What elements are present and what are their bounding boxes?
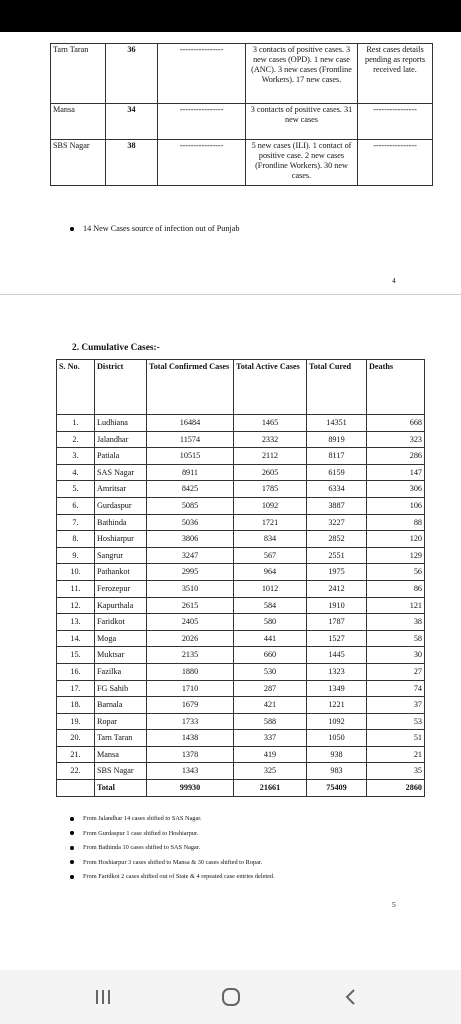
deaths-cell: 51 [367,730,425,747]
cured-cell: 8919 [307,431,367,448]
total-active-cell: 21661 [234,780,307,797]
confirmed-cell: 10515 [147,448,234,465]
cured-cell: 938 [307,746,367,763]
district-cell: Hoshiarpur [95,531,147,548]
bullet-icon [70,860,74,864]
remarks-cell: Rest cases details pending as reports received late. [358,44,433,104]
sno-cell: 5. [57,481,95,498]
deaths-cell: 21 [367,746,425,763]
total-sno-cell [57,780,95,797]
list-item [70,812,275,827]
total-deaths-cell: 2860 [367,780,425,797]
cured-cell: 2412 [307,580,367,597]
active-cell: 1092 [234,497,307,514]
deaths-cell: 668 [367,415,425,432]
notes-list [70,812,275,885]
dash-cell: ---------------- [158,140,246,186]
bullet-icon [70,831,74,835]
district-cell: SAS Nagar [95,464,147,481]
active-cell: 337 [234,730,307,747]
district-cell: Sangrur [95,547,147,564]
sno-cell: 11. [57,580,95,597]
cured-cell: 1323 [307,663,367,680]
table-row [57,580,425,597]
back-button[interactable] [338,986,364,1008]
sno-cell: 2. [57,431,95,448]
district-cell: Moga [95,630,147,647]
sno-cell: 14. [57,630,95,647]
district-cell: Fazilka [95,663,147,680]
table-row [57,763,425,780]
district-cell: Tarn Taran [51,44,106,104]
table-row [57,415,425,432]
table-row [51,140,433,186]
cured-cell: 3227 [307,514,367,531]
confirmed-cell: 8911 [147,464,234,481]
table-header-row [57,360,425,415]
total-confirmed-cell: 99930 [147,780,234,797]
sno-cell: 6. [57,497,95,514]
sno-cell: 10. [57,564,95,581]
sno-cell: 21. [57,746,95,763]
active-cell: 588 [234,713,307,730]
confirmed-cell: 1438 [147,730,234,747]
district-cell: SBS Nagar [95,763,147,780]
cured-cell: 1221 [307,697,367,714]
active-cell: 834 [234,531,307,548]
sno-cell: 22. [57,763,95,780]
confirmed-cell: 1343 [147,763,234,780]
active-cell: 2112 [234,448,307,465]
cured-cell: 1445 [307,647,367,664]
active-cell: 1012 [234,580,307,597]
district-cell: Mansa [51,104,106,140]
cured-cell: 1349 [307,680,367,697]
confirmed-cell: 2026 [147,630,234,647]
confirmed-cell: 3247 [147,547,234,564]
active-cell: 2605 [234,464,307,481]
bullet-note-text: 14 New Cases source of infection out of Punjab [83,224,240,233]
active-cell: 567 [234,547,307,564]
deaths-cell: 86 [367,580,425,597]
table-row [57,697,425,714]
active-cell: 2332 [234,431,307,448]
sno-cell: 4. [57,464,95,481]
active-cell: 584 [234,597,307,614]
table-row [57,597,425,614]
district-cell: Mansa [95,746,147,763]
deaths-cell: 38 [367,614,425,631]
recent-apps-icon [93,987,113,1007]
dash-cell: ---------------- [158,44,246,104]
district-cell: SBS Nagar [51,140,106,186]
deaths-cell: 27 [367,663,425,680]
district-cell: Muktsar [95,647,147,664]
deaths-cell: 37 [367,697,425,714]
confirmed-cell: 2995 [147,564,234,581]
page-number: 4 [392,276,396,285]
active-cell: 1785 [234,481,307,498]
dash-cell: ---------------- [158,104,246,140]
table-row [57,448,425,465]
cured-cell: 1092 [307,713,367,730]
bullet-icon [70,817,74,821]
confirmed-cell: 16484 [147,415,234,432]
table-row [57,481,425,498]
list-item [70,827,275,842]
table-row [57,547,425,564]
cured-cell: 6159 [307,464,367,481]
bullet-icon [70,227,74,231]
table-row [57,746,425,763]
district-cell: Tarn Taran [95,730,147,747]
district-cell: Bathinda [95,514,147,531]
sno-cell: 8. [57,531,95,548]
note-text: From Faridkot 2 cases shifted out of State & 4 repeated case entries deleted. [83,873,275,880]
cured-cell: 1787 [307,614,367,631]
sno-cell: 9. [57,547,95,564]
table-row [57,630,425,647]
deaths-cell: 323 [367,431,425,448]
sno-cell: 7. [57,514,95,531]
table-body [57,415,425,797]
document-page-4 [0,32,461,294]
cured-cell: 3887 [307,497,367,514]
confirmed-cell: 2615 [147,597,234,614]
list-item [70,841,275,856]
cured-cell: 1050 [307,730,367,747]
table-row [57,431,425,448]
table-row [57,497,425,514]
sno-cell: 19. [57,713,95,730]
note-text: From Gurdaspur 1 case shifted to Hoshiarpur. [83,829,199,837]
sources-table [50,43,433,186]
sno-cell: 15. [57,647,95,664]
deaths-cell: 147 [367,464,425,481]
deaths-cell: 56 [367,564,425,581]
deaths-cell: 121 [367,597,425,614]
confirmed-cell: 5036 [147,514,234,531]
header-sno: S. No. [57,360,95,415]
cured-cell: 14351 [307,415,367,432]
active-cell: 580 [234,614,307,631]
table-row [57,663,425,680]
district-cell: Faridkot [95,614,147,631]
cured-cell: 1527 [307,630,367,647]
deaths-cell: 30 [367,647,425,664]
section-title: 2. Cumulative Cases:- [72,343,160,353]
table-row [57,614,425,631]
confirmed-cell: 1679 [147,697,234,714]
district-cell: Kapurthala [95,597,147,614]
confirmed-cell: 11574 [147,431,234,448]
deaths-cell: 35 [367,763,425,780]
page-divider [0,294,461,295]
bullet-icon [70,846,74,850]
table-row [51,104,433,140]
district-cell: Gurdaspur [95,497,147,514]
deaths-cell: 129 [367,547,425,564]
confirmed-cell: 1378 [147,746,234,763]
active-cell: 441 [234,630,307,647]
total-district-cell: Total [95,780,147,797]
deaths-cell: 88 [367,514,425,531]
navigation-bar [0,970,461,1024]
remarks-cell: ---------------- [358,140,433,186]
cured-cell: 1975 [307,564,367,581]
confirmed-cell: 2405 [147,614,234,631]
deaths-cell: 106 [367,497,425,514]
sno-cell: 20. [57,730,95,747]
active-cell: 421 [234,697,307,714]
header-deaths: Deaths [367,360,425,415]
active-cell: 325 [234,763,307,780]
cured-cell: 2551 [307,547,367,564]
active-cell: 660 [234,647,307,664]
note-text: From Hoshiarpur 3 cases shifted to Mansa & 30 cases shifted to Ropar. [83,858,263,866]
district-cell: Ludhiana [95,415,147,432]
recent-apps-button[interactable] [90,986,116,1008]
cured-cell: 8117 [307,448,367,465]
sno-cell: 17. [57,680,95,697]
home-icon [220,986,242,1008]
bullet-note [70,224,239,233]
list-item [70,856,275,871]
deaths-cell: 58 [367,630,425,647]
home-button[interactable] [218,986,244,1008]
active-cell: 1721 [234,514,307,531]
source-cell: 3 contacts of positive cases. 31 new cases [246,104,358,140]
sno-cell: 16. [57,663,95,680]
active-cell: 1465 [234,415,307,432]
confirmed-cell: 5085 [147,497,234,514]
table-row [57,647,425,664]
sno-cell: 18. [57,697,95,714]
count-cell: 38 [106,140,158,186]
confirmed-cell: 2135 [147,647,234,664]
district-cell: Ropar [95,713,147,730]
page-number: 5 [392,900,396,909]
active-cell: 964 [234,564,307,581]
source-cell: 3 contacts of positive cases. 3 new cases (OPD). 1 new case (ANC). 3 new cases (Frontline Workers). 17 new cases. [246,44,358,104]
cured-cell: 983 [307,763,367,780]
deaths-cell: 74 [367,680,425,697]
deaths-cell: 120 [367,531,425,548]
district-cell: Ferozepur [95,580,147,597]
cured-cell: 6334 [307,481,367,498]
source-cell: 5 new cases (ILI). 1 contact of positive case. 2 new cases (Frontline Workers). 30 new cases. [246,140,358,186]
note-text: From Bathinda 10 cases shifted to SAS Nagar. [83,844,201,851]
header-confirmed: Total Confirmed Cases [147,360,234,415]
district-cell: FG Sahib [95,680,147,697]
deaths-cell: 53 [367,713,425,730]
district-cell: Barnala [95,697,147,714]
status-bar [0,0,461,32]
list-item [70,870,275,885]
sno-cell: 13. [57,614,95,631]
count-cell: 36 [106,44,158,104]
deaths-cell: 286 [367,448,425,465]
bullet-icon [70,875,74,879]
active-cell: 419 [234,746,307,763]
active-cell: 530 [234,663,307,680]
table-row [57,464,425,481]
cumulative-cases-table [56,359,425,797]
table-row [57,680,425,697]
deaths-cell: 306 [367,481,425,498]
active-cell: 287 [234,680,307,697]
header-cured: Total Cured [307,360,367,415]
table-row [57,730,425,747]
cured-cell: 1910 [307,597,367,614]
table-total-row [57,780,425,797]
table-row [57,713,425,730]
confirmed-cell: 1733 [147,713,234,730]
cured-cell: 2852 [307,531,367,548]
table-row [57,514,425,531]
confirmed-cell: 3806 [147,531,234,548]
confirmed-cell: 3510 [147,580,234,597]
confirmed-cell: 1880 [147,663,234,680]
table-row [57,564,425,581]
district-cell: Patiala [95,448,147,465]
district-cell: Jalandhar [95,431,147,448]
sno-cell: 1. [57,415,95,432]
table-row [51,44,433,104]
confirmed-cell: 8425 [147,481,234,498]
remarks-cell: ---------------- [358,104,433,140]
table-row [57,531,425,548]
district-cell: Amritsar [95,481,147,498]
header-district: District [95,360,147,415]
sno-cell: 12. [57,597,95,614]
total-cured-cell: 75409 [307,780,367,797]
header-active: Total Active Cases [234,360,307,415]
count-cell: 34 [106,104,158,140]
district-cell: Pathankot [95,564,147,581]
confirmed-cell: 1710 [147,680,234,697]
note-text: From Jalandhar 14 cases shifted to SAS Nagar. [83,815,202,822]
back-icon [341,987,361,1007]
sno-cell: 3. [57,448,95,465]
